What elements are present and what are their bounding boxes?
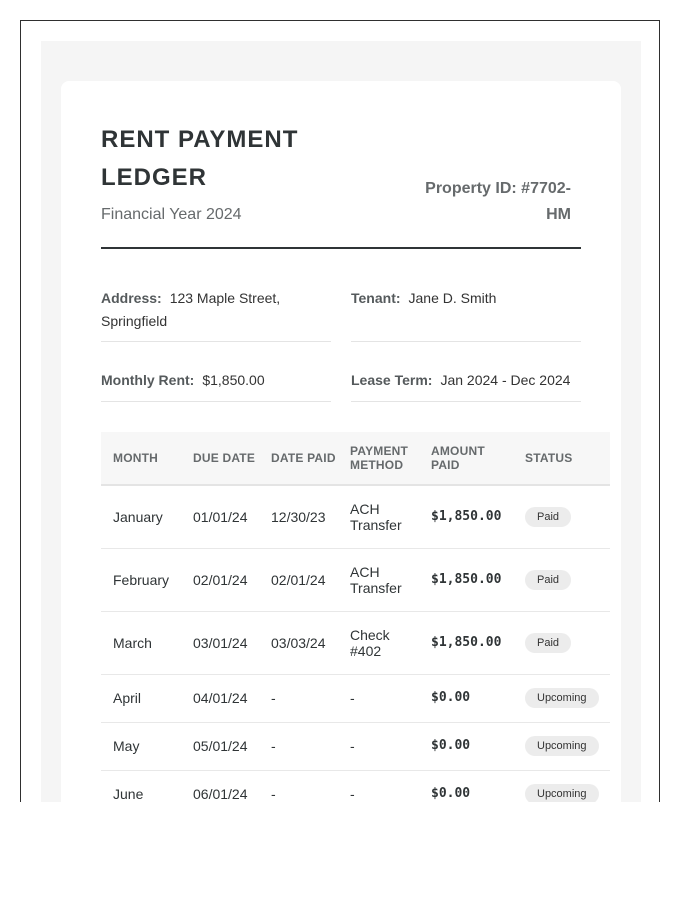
table-row: [101, 770, 610, 802]
monthly-rent-value: $1,850.00: [202, 372, 265, 388]
cell-status: [513, 770, 610, 802]
header-status: STATUS: [525, 451, 573, 465]
cell-month: March: [101, 611, 181, 674]
tenant-value: Jane D. Smith: [408, 290, 497, 306]
status-badge: Paid: [525, 633, 571, 653]
cell-amount-paid: $0.00: [419, 674, 513, 722]
page-background: [41, 41, 641, 802]
lease-term-value: Jan 2024 - Dec 2024: [440, 372, 571, 388]
cell-payment-method: ACH Transfer: [338, 485, 419, 548]
cell-payment-method: ACH Transfer: [338, 548, 419, 611]
tenant-label: Tenant:: [351, 290, 401, 306]
cell-amount-paid: $0.00: [419, 722, 513, 770]
property-id: Property ID: #7702-HM: [425, 180, 571, 223]
cell-due-date: 06/01/24: [181, 770, 259, 802]
cell-status: [513, 611, 610, 674]
cell-amount-paid: $1,850.00: [419, 611, 513, 674]
address-field: [101, 287, 331, 342]
cell-due-date: 05/01/24: [181, 722, 259, 770]
page-title: RENT PAYMENT LEDGER: [101, 126, 299, 191]
cell-due-date: 01/01/24: [181, 485, 259, 548]
cell-date-paid: -: [259, 722, 338, 770]
cell-month: May: [101, 722, 181, 770]
header-amount-paid: AMOUNT PAID: [431, 444, 485, 472]
address-label: Address:: [101, 290, 162, 306]
cell-month: June: [101, 770, 181, 802]
table-row: [101, 485, 610, 548]
header-month: MONTH: [113, 451, 158, 465]
cell-month: January: [101, 485, 181, 548]
cell-date-paid: -: [259, 770, 338, 802]
status-badge: Upcoming: [525, 688, 599, 708]
cell-date-paid: -: [259, 674, 338, 722]
payment-table: [101, 432, 610, 802]
lease-term-label: Lease Term:: [351, 372, 433, 388]
page-frame: [20, 20, 660, 802]
cell-payment-method: -: [338, 674, 419, 722]
cell-status: [513, 722, 610, 770]
tenant-field: [351, 287, 581, 342]
table-row: [101, 674, 610, 722]
cell-due-date: 04/01/24: [181, 674, 259, 722]
cell-status: [513, 548, 610, 611]
cell-amount-paid: $1,850.00: [419, 485, 513, 548]
header-payment-method: PAYMENT METHOD: [350, 444, 409, 472]
cell-due-date: 02/01/24: [181, 548, 259, 611]
monthly-rent-label: Monthly Rent:: [101, 372, 195, 388]
cell-status: [513, 674, 610, 722]
status-badge: Paid: [525, 570, 571, 590]
ledger-card: [61, 81, 621, 802]
financial-year: Financial Year 2024: [101, 206, 242, 223]
status-badge: Paid: [525, 507, 571, 527]
monthly-rent-field: [101, 369, 331, 402]
cell-payment-method: -: [338, 770, 419, 802]
cell-amount-paid: $1,850.00: [419, 548, 513, 611]
table-row: [101, 548, 610, 611]
cell-due-date: 03/01/24: [181, 611, 259, 674]
status-badge: Upcoming: [525, 784, 599, 802]
cell-payment-method: -: [338, 722, 419, 770]
cell-month: April: [101, 674, 181, 722]
address-value: 123 Maple Street, Springfield: [101, 290, 281, 329]
cell-date-paid: 03/03/24: [259, 611, 338, 674]
cell-month: February: [101, 548, 181, 611]
header-due-date: DUE DATE: [193, 451, 256, 465]
payment-table-container: [101, 432, 610, 802]
cell-payment-method: Check #402: [338, 611, 419, 674]
cell-date-paid: 02/01/24: [259, 548, 338, 611]
status-badge: Upcoming: [525, 736, 599, 756]
lease-term-field: [351, 369, 581, 402]
ledger-header: [101, 121, 581, 249]
table-header-row: [101, 432, 610, 485]
cell-status: [513, 485, 610, 548]
table-row: [101, 611, 610, 674]
cell-date-paid: 12/30/23: [259, 485, 338, 548]
cell-amount-paid: $0.00: [419, 770, 513, 802]
header-date-paid: DATE PAID: [271, 451, 336, 465]
table-row: [101, 722, 610, 770]
